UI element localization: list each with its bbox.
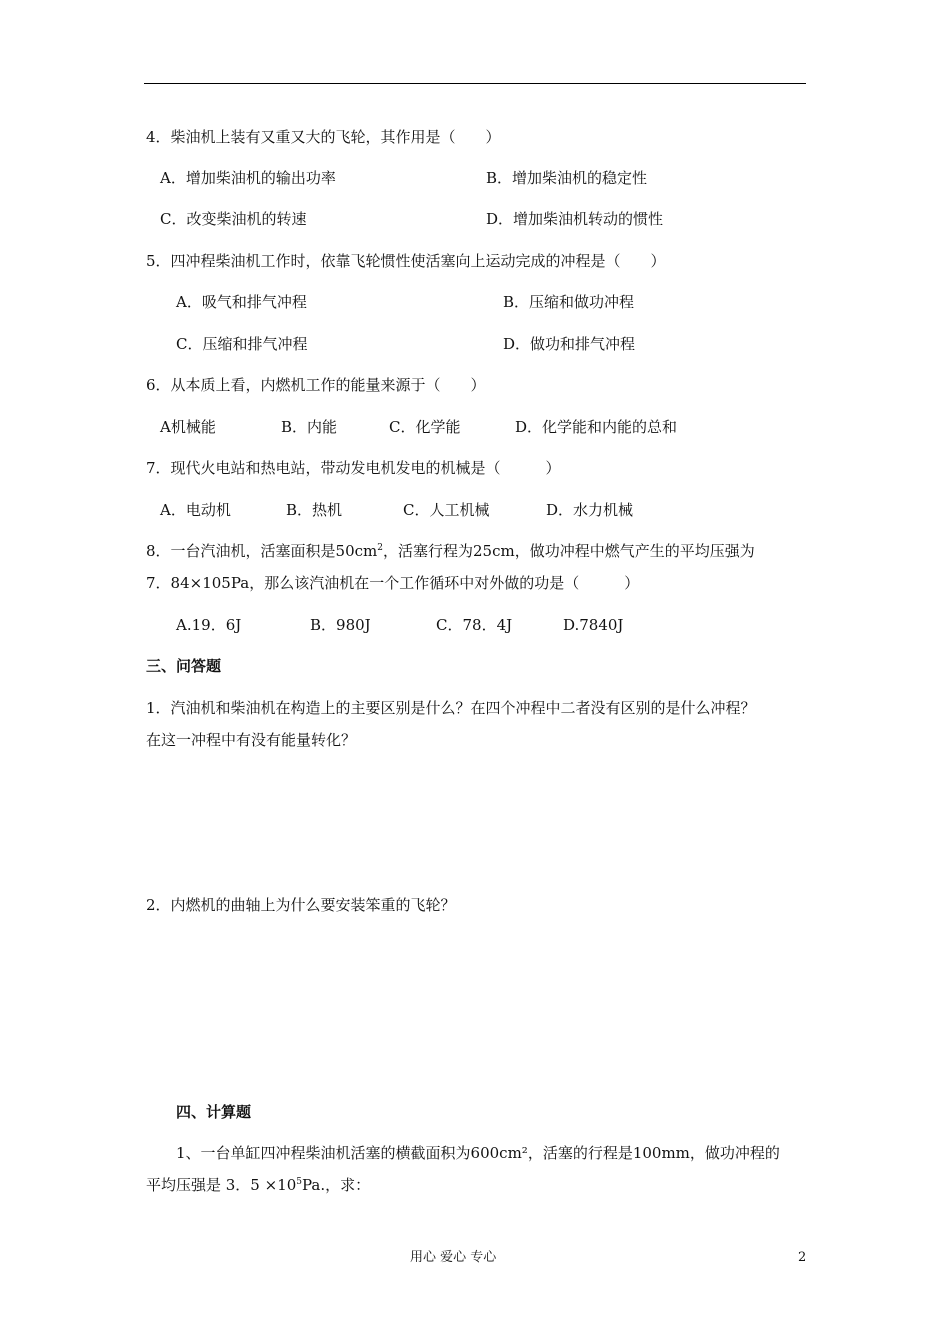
q6-option-a: A机械能 bbox=[160, 418, 216, 436]
q4-option-d: D．增加柴油机转动的惯性 bbox=[486, 210, 664, 228]
s3-q1-line1: 1．汽油机和柴油机在构造上的主要区别是什么？在四个冲程中二者没有区别的是什么冲程？ bbox=[146, 699, 756, 717]
q8-stem-line1 bbox=[146, 541, 755, 561]
q4-stem: 4．柴油机上装有又重又大的飞轮，其作用是（ ） bbox=[146, 128, 501, 146]
q5-option-c: C．压缩和排气冲程 bbox=[176, 335, 308, 353]
q8-stem-text-b: ，活塞行程为25cm，做功冲程中燃气产生的平均压强为 bbox=[383, 542, 755, 560]
q8-option-b: B．980J bbox=[310, 616, 371, 634]
q5-option-d: D．做功和排气冲程 bbox=[503, 335, 636, 353]
q7-option-c: C．人工机械 bbox=[403, 501, 490, 519]
q6-option-d: D．化学能和内能的总和 bbox=[515, 418, 678, 436]
q8-superscript: 2 bbox=[377, 543, 383, 553]
q5-option-b: B．压缩和做功冲程 bbox=[503, 293, 635, 311]
q7-stem: 7．现代火电站和热电站，带动发电机发电的机械是（ ） bbox=[146, 459, 561, 477]
q7-option-a: A．电动机 bbox=[160, 501, 231, 519]
q4-option-b: B．增加柴油机的稳定性 bbox=[486, 169, 648, 187]
q4-option-c: C．改变柴油机的转速 bbox=[160, 210, 307, 228]
q5-option-a: A．吸气和排气冲程 bbox=[176, 293, 307, 311]
q8-option-a: A.19．6J bbox=[176, 616, 242, 634]
s4-q1-text-b: Pa.，求： bbox=[302, 1176, 371, 1194]
q6-option-c: C．化学能 bbox=[389, 418, 461, 436]
s4-q1-line1: 1、一台单缸四冲程柴油机活塞的横截面积为600cm²，活塞的行程是100mm，做功冲程的 bbox=[176, 1144, 780, 1162]
q7-option-d: D．水力机械 bbox=[546, 501, 634, 519]
section-4-title: 四、计算题 bbox=[176, 1103, 252, 1121]
q8-option-d: D.7840J bbox=[563, 616, 624, 634]
section-3-title: 三、问答题 bbox=[146, 657, 222, 675]
q6-option-b: B．内能 bbox=[281, 418, 338, 436]
q8-option-c: C．78．4J bbox=[436, 616, 513, 634]
s4-q1-text-a: 平均压强是 3．5 ×10 bbox=[146, 1176, 297, 1194]
s4-q1-line2 bbox=[146, 1175, 370, 1195]
q6-stem: 6．从本质上看，内燃机工作的能量来源于（ ） bbox=[146, 376, 486, 394]
s3-q1-line2: 在这一冲程中有没有能量转化？ bbox=[146, 731, 357, 749]
q8-stem-line2: 7．84×105Pa，那么该汽油机在一个工作循环中对外做的功是（ ） bbox=[146, 574, 640, 592]
page-number: 2 bbox=[798, 1250, 807, 1265]
s4-q1-superscript: 5 bbox=[296, 1177, 303, 1187]
q4-option-a: A．增加柴油机的输出功率 bbox=[160, 169, 336, 187]
q8-stem-text-a: 8．一台汽油机，活塞面积是50cm bbox=[146, 542, 378, 560]
header-rule bbox=[144, 83, 806, 84]
footer-motto: 用心 爱心 专心 bbox=[410, 1250, 497, 1265]
q5-stem: 5．四冲程柴油机工作时，依靠飞轮惯性使活塞向上运动完成的冲程是（ ） bbox=[146, 252, 666, 270]
s3-q2: 2．内燃机的曲轴上为什么要安装笨重的飞轮？ bbox=[146, 896, 456, 914]
q7-option-b: B．热机 bbox=[286, 501, 343, 519]
